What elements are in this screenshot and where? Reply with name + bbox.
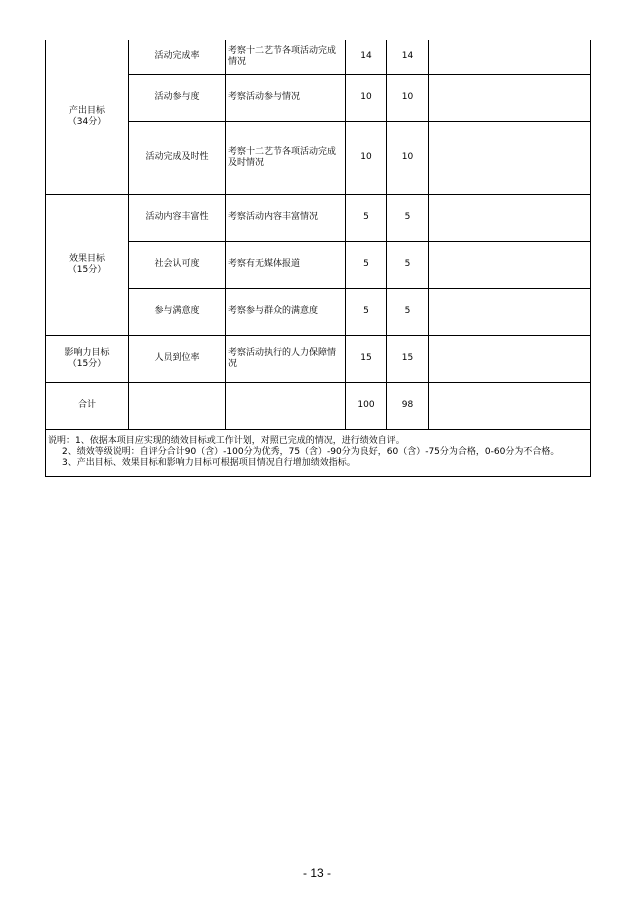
planned-score-cell: 10 xyxy=(346,121,387,194)
actual-score-cell: 10 xyxy=(387,74,429,121)
note-line: 2、绩效等级说明：自评分合计90（含）-100分为优秀，75（含）-90分为良好，60（含）-75分为合格，0-60分为不合格。 xyxy=(62,447,560,457)
remark-cell xyxy=(429,40,591,74)
total-actual-score: 98 xyxy=(387,382,429,429)
description-cell: 考察活动参与情况 xyxy=(226,74,346,121)
category-label: 产出目标 xyxy=(68,105,105,116)
actual-score-cell: 15 xyxy=(387,335,429,382)
indicator-cell: 活动完成及时性 xyxy=(129,121,226,194)
total-planned-score: 100 xyxy=(346,382,387,429)
description-cell: 考察参与群众的满意度 xyxy=(226,288,346,335)
category-label: 效果目标 xyxy=(68,253,105,264)
table-row xyxy=(46,335,591,382)
page-number: - 13 - xyxy=(302,866,331,880)
actual-score-cell: 5 xyxy=(387,288,429,335)
total-empty-cell xyxy=(429,382,591,429)
planned-score-cell: 14 xyxy=(346,40,387,74)
description-cell: 考察活动执行的人力保障情况 xyxy=(226,335,346,382)
actual-score-cell: 14 xyxy=(387,40,429,74)
remark-cell xyxy=(429,74,591,121)
planned-score-cell: 15 xyxy=(346,335,387,382)
indicator-cell: 社会认可度 xyxy=(129,241,226,288)
total-label: 合计 xyxy=(46,382,129,429)
description-cell: 考察有无媒体报道 xyxy=(226,241,346,288)
indicator-cell: 参与满意度 xyxy=(129,288,226,335)
actual-score-cell: 5 xyxy=(387,194,429,241)
category-cell xyxy=(46,40,129,194)
remark-cell xyxy=(429,121,591,194)
indicator-cell: 活动参与度 xyxy=(129,74,226,121)
total-empty-cell xyxy=(129,382,226,429)
remark-cell xyxy=(429,241,591,288)
description-cell: 考察活动内容丰富情况 xyxy=(226,194,346,241)
planned-score-cell: 5 xyxy=(346,241,387,288)
indicator-cell: 活动内容丰富性 xyxy=(129,194,226,241)
table-row xyxy=(46,40,591,74)
performance-evaluation-table xyxy=(45,40,591,477)
category-score: （15分） xyxy=(67,264,107,275)
actual-score-cell: 5 xyxy=(387,241,429,288)
category-score: （34分） xyxy=(67,116,107,127)
remark-cell xyxy=(429,194,591,241)
note-line: 说明：1、依据本项目应实现的绩效目标或工作计划，对照已完成的情况，进行绩效自评。 xyxy=(48,436,405,446)
description-cell: 考察十二艺节各项活动完成情况 xyxy=(226,40,346,74)
category-label: 影响力目标 xyxy=(64,347,110,358)
planned-score-cell: 10 xyxy=(346,74,387,121)
planned-score-cell: 5 xyxy=(346,194,387,241)
note-line: 3、产出目标、效果目标和影响力目标可根据项目情况自行增加绩效指标。 xyxy=(62,458,356,468)
notes-row xyxy=(46,429,591,476)
indicator-cell: 人员到位率 xyxy=(129,335,226,382)
category-score: （15分） xyxy=(67,358,107,369)
actual-score-cell: 10 xyxy=(387,121,429,194)
table-row xyxy=(46,194,591,241)
total-empty-cell xyxy=(226,382,346,429)
category-cell xyxy=(46,194,129,335)
total-row xyxy=(46,382,591,429)
notes-cell xyxy=(46,429,591,476)
category-cell xyxy=(46,335,129,382)
remark-cell xyxy=(429,335,591,382)
indicator-cell: 活动完成率 xyxy=(129,40,226,74)
planned-score-cell: 5 xyxy=(346,288,387,335)
description-cell: 考察十二艺节各项活动完成及时情况 xyxy=(226,121,346,194)
remark-cell xyxy=(429,288,591,335)
